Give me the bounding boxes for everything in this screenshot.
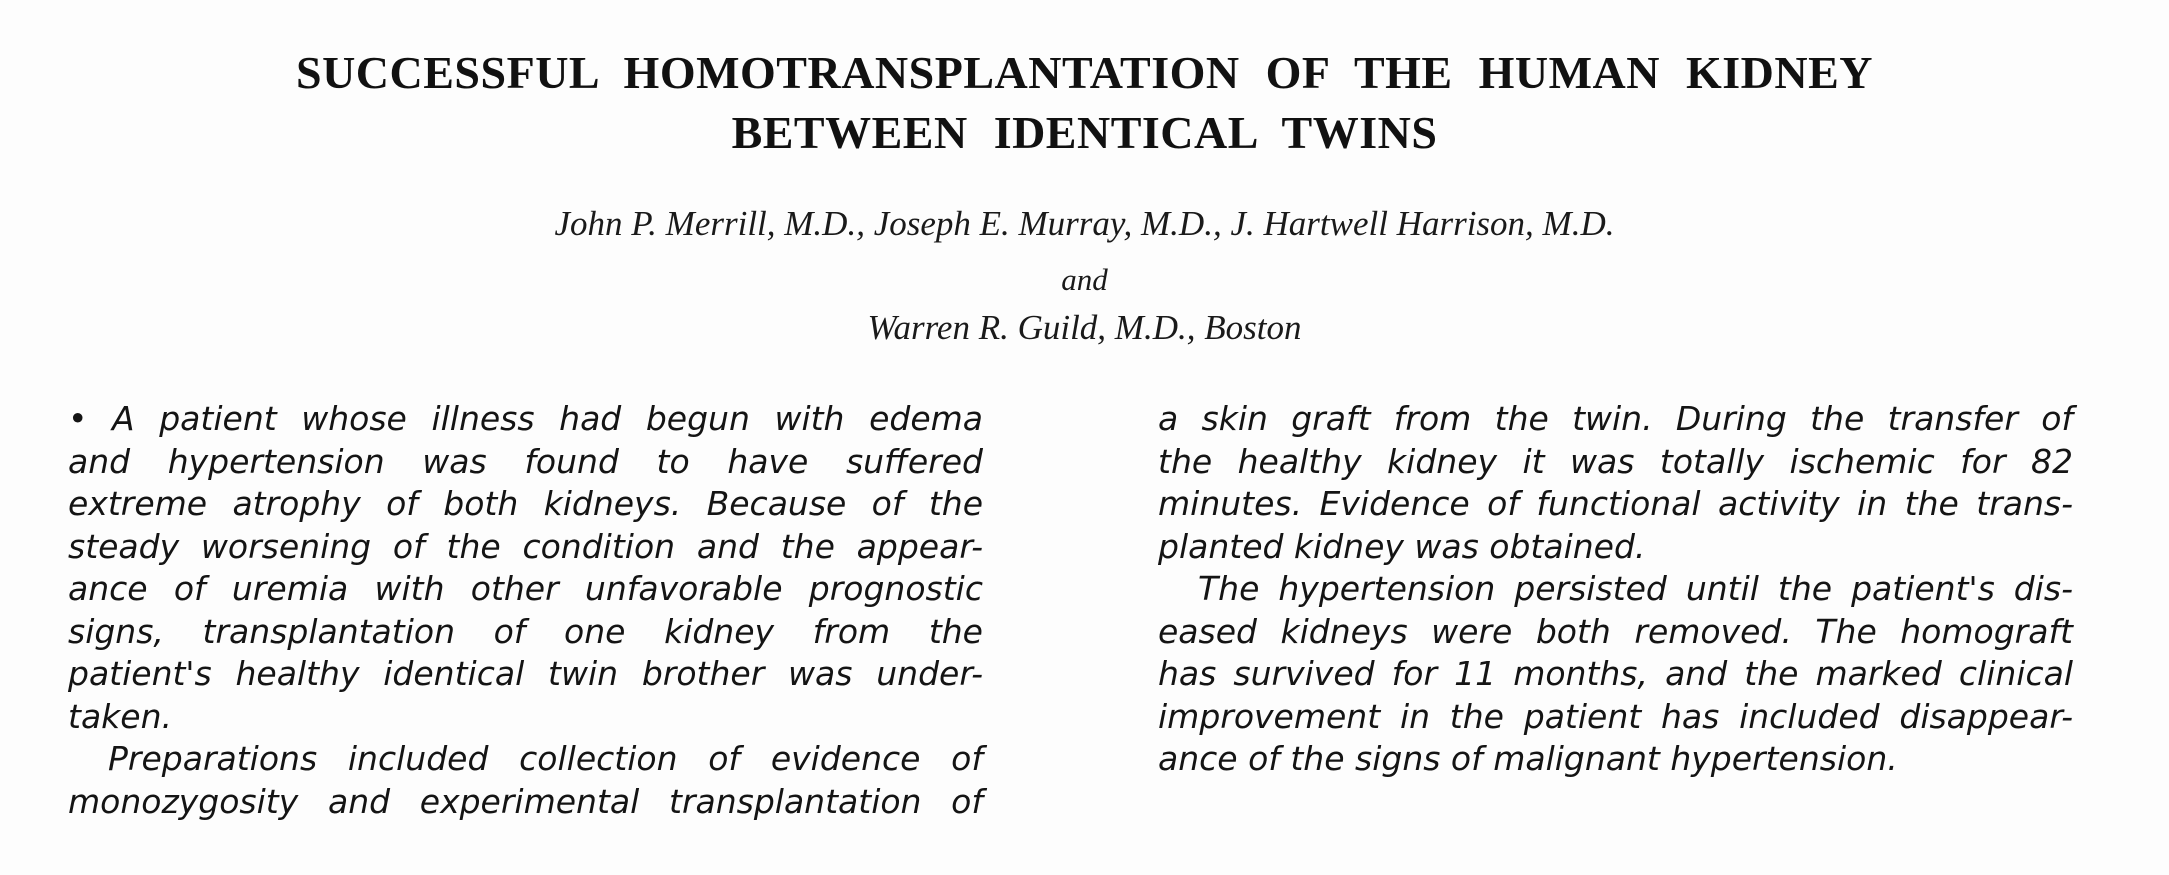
abstract-line: The hypertension persisted until the patient's dis- xyxy=(1198,569,2073,608)
abstract-line: ance of uremia with other unfavorable prognostic xyxy=(68,569,983,608)
abstract-line: eased kidneys were both removed. The homograft xyxy=(1158,611,2073,651)
abstract-line: monozygosity and experimental transplantation of xyxy=(68,781,983,821)
paper-title-line-1: SUCCESSFUL HOMOTRANSPLANTATION OF THE HUMAN KIDNEY xyxy=(296,47,1873,98)
author-last: Warren R. Guild, M.D., Boston xyxy=(867,308,1302,347)
abstract-line: taken. xyxy=(68,696,172,736)
author-list: John P. Merrill, M.D., Joseph E. Murray, M.D., J. Hartwell Harrison, M.D. xyxy=(554,204,1615,243)
abstract-line: improvement in the patient has included disappear- xyxy=(1158,696,2073,736)
abstract-column-right xyxy=(1158,398,2073,781)
abstract-line: and hypertension was found to have suffered xyxy=(68,441,983,481)
abstract-line: ance of the signs of malignant hypertension. xyxy=(1158,739,1898,778)
author-conjunction: and xyxy=(1061,262,1108,297)
abstract-column-left xyxy=(68,398,983,823)
abstract-line: extreme atrophy of both kidneys. Because of the xyxy=(68,484,983,523)
abstract-line: minutes. Evidence of functional activity in the trans- xyxy=(1158,484,2073,523)
abstract-line: patient's healthy identical twin brother was under- xyxy=(68,654,983,693)
abstract-line: a skin graft from the twin. During the transfer of xyxy=(1158,399,2073,438)
abstract-line: signs, transplantation of one kidney from the xyxy=(68,611,983,651)
abstract-line: • A patient whose illness had begun with edema xyxy=(68,399,983,438)
abstract-line: has survived for 11 months, and the marked clinical xyxy=(1158,654,2073,693)
abstract-line: planted kidney was obtained. xyxy=(1158,526,1646,566)
abstract-line: the healthy kidney it was totally ischemic for 82 xyxy=(1158,441,2073,481)
paper-title-line-2: BETWEEN IDENTICAL TWINS xyxy=(731,107,1438,158)
abstract-line: steady worsening of the condition and the appear- xyxy=(68,526,983,566)
abstract-line: Preparations included collection of evidence of xyxy=(108,739,983,778)
